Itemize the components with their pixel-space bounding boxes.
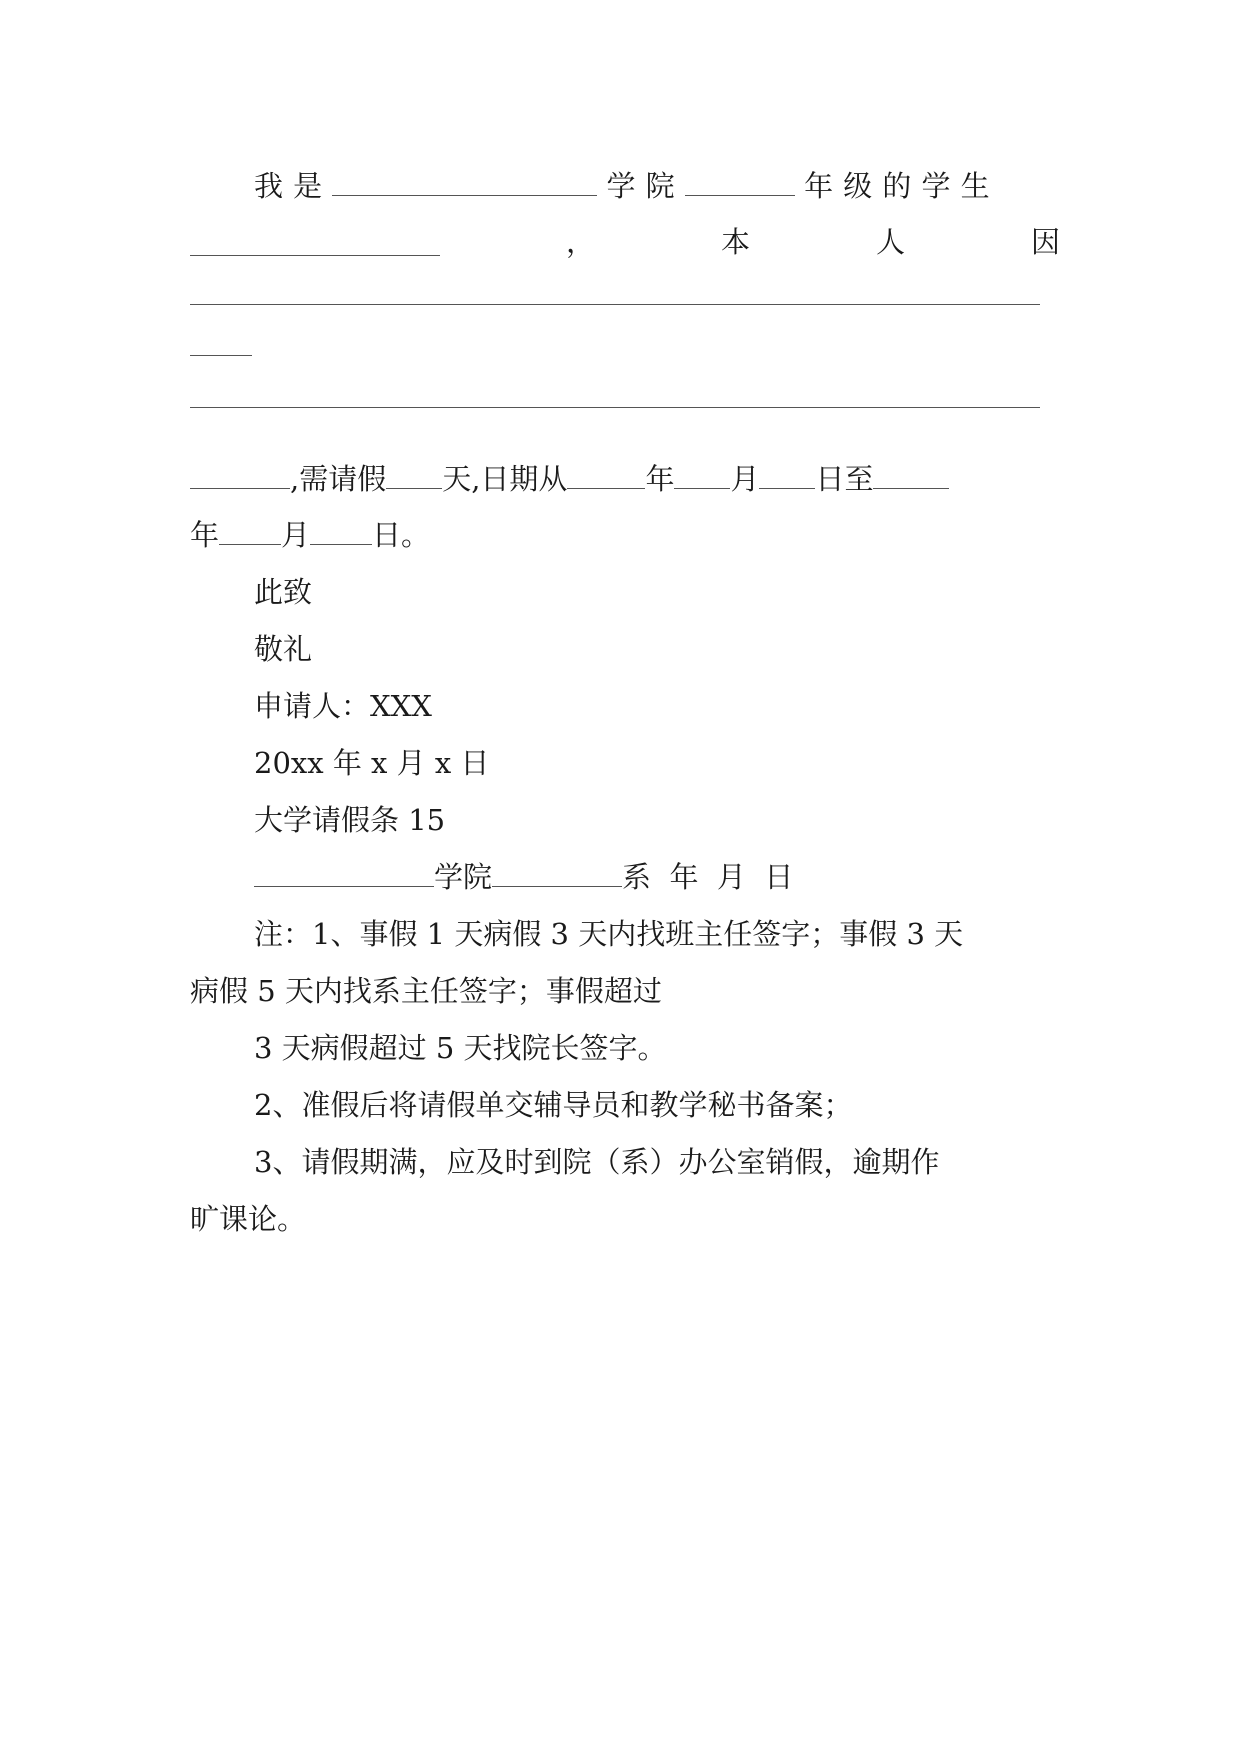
reason-line-2[interactable] [190, 326, 1060, 366]
text-ren: 人 [875, 225, 905, 259]
text-grade-student: 年级的学生 [804, 169, 1000, 203]
note-2: 2、准假后将请假单交辅导员和教学秘书备案； [254, 1088, 853, 1122]
note-1-line-3: 3 天病假超过 5 天找院长签字。 [254, 1031, 667, 1065]
note-1-line-1: 注：1、事假 1 天病假 3 天内找班主任签字；事假 3 天 [254, 917, 964, 951]
blank-to-day[interactable] [310, 518, 372, 545]
note-3-line-1: 3、请假期满，应及时到院（系）办公室销假，逾期作 [254, 1145, 940, 1179]
blank-to-month[interactable] [219, 518, 281, 545]
para1-line4 [190, 515, 1060, 555]
closing-to: 此致 [254, 575, 313, 609]
blank-form-dept[interactable] [492, 860, 622, 887]
blank-grade[interactable] [685, 169, 795, 196]
para1-line1 [190, 166, 1060, 206]
blank-reason-end[interactable] [190, 462, 290, 489]
text-comma: ， [565, 225, 595, 259]
text-day-to: 日至 [815, 462, 874, 496]
blank-days[interactable] [386, 462, 442, 489]
text-college: 学院 [434, 860, 493, 894]
blank-from-day[interactable] [759, 462, 815, 489]
text-days-date-from: 天,日期从 [442, 462, 568, 496]
text-year: 年 [190, 518, 220, 552]
reason-line-3[interactable] [190, 378, 1060, 418]
para1-line2 [190, 222, 1060, 262]
blank-from-year[interactable] [567, 462, 645, 489]
text-dept-date: 系 年 月 日 [622, 860, 794, 894]
text-year: 年 [645, 462, 675, 496]
note-1-line-2: 病假 5 天内找系主任签字；事假超过 [190, 974, 662, 1008]
reason-line-1[interactable] [190, 275, 1060, 315]
text-i-am: 我是 [254, 169, 333, 203]
blank-college[interactable] [332, 169, 597, 196]
form-line [190, 857, 1124, 897]
blank-reason-3[interactable] [190, 381, 1040, 408]
text-college: 学院 [606, 169, 685, 203]
note-3-line-2: 旷课论。 [190, 1202, 307, 1236]
text-month: 月 [281, 518, 311, 552]
blank-reason-2[interactable] [190, 329, 252, 356]
para1-line3 [190, 459, 1060, 499]
text-need-leave: ,需请假 [290, 462, 387, 496]
closing-salute: 敬礼 [254, 632, 313, 666]
text-day-end: 日。 [372, 518, 431, 552]
blank-reason-1[interactable] [190, 278, 1040, 305]
closing-date: 20xx 年 x 月 x 日 [254, 746, 490, 780]
text-month: 月 [730, 462, 760, 496]
applicant: 申请人：XXX [254, 689, 432, 723]
text-ben: 本 [720, 225, 750, 259]
text-yin: 因 [1030, 225, 1060, 259]
section-title: 大学请假条 15 [254, 803, 446, 837]
blank-to-year[interactable] [873, 462, 949, 489]
blank-form-college[interactable] [254, 860, 434, 887]
blank-student-name[interactable] [190, 229, 440, 256]
blank-from-month[interactable] [674, 462, 730, 489]
